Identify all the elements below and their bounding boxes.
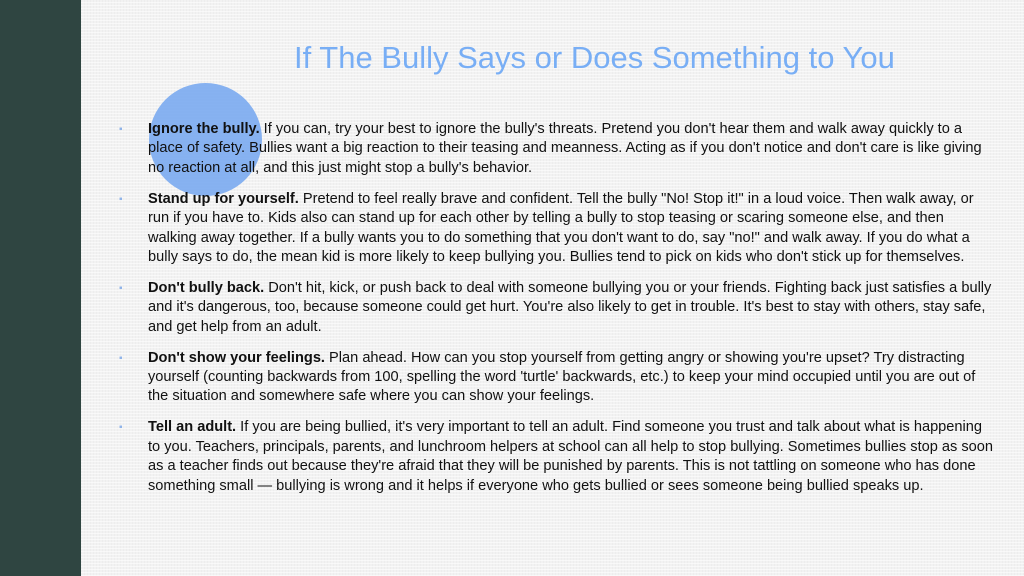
bullet-text: If you are being bullied, it's very important to tell an adult. Find someone you trust and talk about what is happening to you. Teachers, principals, parents, and lunchroom helpers at school can all help to stop bullying. Sometimes bullies stop as soon as a teacher finds out because they're afraid that they will be punished by parents. This is not tattling on someone who has done something small — bullying is wrong and it helps if everyone who gets bullied or sees someone being bullied speaks up.	[148, 419, 994, 494]
bullet-item-stand-up	[115, 190, 995, 268]
bullet-marker-icon: ▪	[119, 193, 123, 205]
bullet-text: Pretend to feel really brave and confident. Tell the bully "No! Stop it!" in a loud voice. Then walk away, or run if you have to. Kids also can stand up for each other by telling a bully to stop teasing or scaring someone else, and then walking away together. If a bully wants you to do something that you don't want to do, say "no!" and walk away. If you do what a bully says to do, the mean kid is more likely to keep bullying you. Bullies tend to pick on kids who don't stick up for themselves.	[148, 190, 974, 265]
bullet-text: If you can, try your best to ignore the bully's threats. Pretend you don't hear them and walk away quickly to a place of safety. Bullies want a big reaction to their teasing and meanness. Acting as if you don't notice and don't care is like giving no reaction at all, and this just might stop a bully's behavior.	[148, 121, 982, 176]
bullet-marker-icon: ▪	[119, 282, 123, 294]
bullet-text: Don't hit, kick, or push back to deal with someone bullying you or your friends. Fighting back just satisfies a bully and it's dangerous, too, because someone could get hurt. You're also likely to get in trouble. It's best to stay with others, stay safe, and get help from an adult.	[148, 279, 992, 335]
slide-title: If The Bully Says or Does Something to You	[294, 40, 895, 75]
bullet-item-dont-bully-back	[115, 279, 995, 337]
bullet-marker-icon: ▪	[119, 422, 123, 434]
bullet-marker-icon: ▪	[119, 352, 123, 364]
bullet-lead: Stand up for yourself.	[148, 190, 299, 207]
bullet-text: Plan ahead. How can you stop yourself from getting angry or showing you're upset? Try distracting yourself (counting backwards from 100, spelling the word 'turtle' backwards, etc.) to keep your mind occupied until you are out of the situation and somewhere safe where you can show your feelings.	[148, 349, 976, 405]
bullet-lead: Ignore the bully.	[148, 121, 260, 137]
bullet-item-feelings	[115, 349, 995, 407]
bullet-lead: Don't bully back.	[148, 279, 265, 296]
decorative-sidebar	[0, 0, 81, 576]
bullet-item-tell-adult	[115, 418, 995, 496]
bullet-marker-icon: ▪	[119, 124, 123, 135]
bullet-lead: Tell an adult.	[148, 419, 237, 436]
bullet-item-ignore	[115, 120, 995, 178]
bullet-lead: Don't show your feelings.	[148, 349, 325, 366]
bullet-list	[115, 120, 995, 507]
